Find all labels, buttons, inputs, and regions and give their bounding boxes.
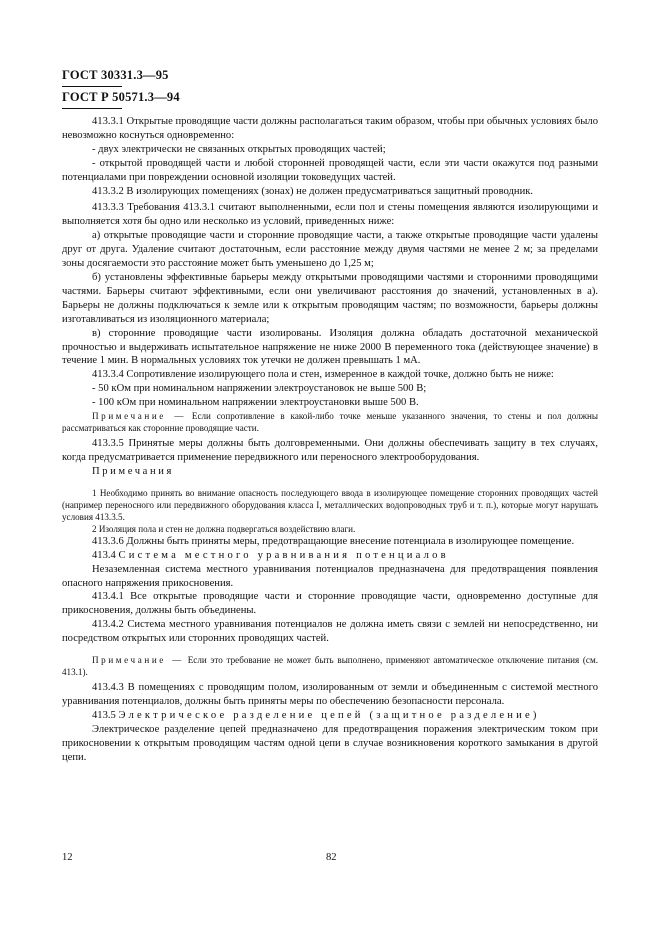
paragraph-413-4-intro: Незаземленная система местного уравнивания потенциалов предназначена для предотвращения появления опасного напряжения прикосновения. bbox=[62, 563, 598, 589]
note-text: Если это требование не может быть выполнено, применяют автоматическое отключение питания (см. 413.1). bbox=[62, 655, 598, 678]
notes-label: Примечания bbox=[92, 465, 174, 477]
condition-v: в) сторонние проводящие части изолированы. Изоляция должна обладать достаточной механической прочностью и выдерживать испытательное напряжение не ниже 2000 В переменного тока (действующее значение) в течение 1 мин. В нормальных условиях ток утечки не должен превышать 1 мА. bbox=[62, 327, 598, 367]
section-number: 413.5 bbox=[92, 709, 119, 721]
condition-b: б) установлены эффективные барьеры между открытыми проводящими частями и сторонними проводящими частями. Барьеры считают эффективными, если они увеличивают расстояния до значений, установленных в а). Барьеры не должны подключаться к земле или к открытым проводящим частям; по возможности, барьеры должны изготавливаться из изоляционного материала; bbox=[62, 271, 598, 325]
section-title: Электрическое разделение цепей (защитное разделение) bbox=[118, 709, 540, 721]
paragraph-413-3-1: 413.3.1 Открытые проводящие части должны располагаться таким образом, чтобы при обычных условиях было невозможно коснуться одновременно: bbox=[62, 116, 598, 141]
paragraph-413-5-intro: Электрическое разделение цепей предназначено для предотвращения поражения электрическим током при прикосновении к открытым проводящим частям одной цепи в случае возникновения короткого замыкания в другой цепи. bbox=[62, 723, 598, 763]
paragraph-413-3-2: 413.3.2 В изолирующих помещениях (зонах) не должен предусматриваться защитный проводник. bbox=[92, 185, 534, 197]
note-label: Примечание — bbox=[92, 655, 184, 666]
resistance-item-1: - 50 кОм при номинальном напряжении электроустановок не выше 500 В; bbox=[92, 383, 427, 395]
section-title: Система местного уравнивания потенциалов bbox=[118, 549, 449, 561]
note-text: Если сопротивление в какой-либо точке меньше указанного значения, то стены и пол должны рассматриваться как сторонние проводящие части. bbox=[62, 411, 598, 434]
page-number-left: 12 bbox=[62, 852, 73, 863]
notes-heading bbox=[62, 465, 598, 479]
standard-number-2: ГОСТ Р 50571.3—94 bbox=[62, 90, 180, 104]
paragraph-413-3-6: 413.3.6 Должны быть приняты меры, предотвращающие внесение потенциала в изолирующее помещение. bbox=[92, 535, 575, 547]
note-2: 2 Изоляция пола и стен не должна подвергаться воздействию влаги. bbox=[92, 523, 356, 534]
standard-number-1: ГОСТ 30331.3—95 bbox=[62, 68, 169, 82]
note-auto-disconnect bbox=[62, 654, 598, 678]
note-resistance bbox=[62, 410, 598, 434]
condition-a: а) открытые проводящие части и сторонние проводящие части, а также открытые проводящие части удалены друг от друга. Удаление считают достаточным, если расстояние между двумя частями не менее 2 м; за пределами зоны досягаемости это расстояние может быть уменьшено до 1,25 м; bbox=[62, 230, 598, 270]
note-label: Примечание — bbox=[92, 411, 187, 422]
paragraph-413-3-5: 413.3.5 Принятые меры должны быть долговременными. Они должны обеспечивать защиту в тех случаях, когда предусматривается применение передвижного или переносного электрооборудования. bbox=[62, 438, 598, 463]
paragraph-413-4-1: 413.4.1 Все открытые проводящие части и сторонние проводящие части, одновременно доступные для прикосновения, должны быть объединены. bbox=[62, 591, 598, 617]
note-1: 1 Необходимо принять во внимание опасность последующего ввода в изолирующее помещение сторонних проводящих частей (например переносного или передвижного оборудования класса I, металлических водопроводных труб и т. п.), которые могут нарушать условия 413.3.5. bbox=[62, 487, 598, 522]
header-rule-2 bbox=[62, 108, 122, 109]
section-413-5-heading bbox=[62, 709, 598, 723]
list-item-two-parts: - двух электрически не связанных открытых проводящих частей; bbox=[92, 143, 386, 155]
document-header bbox=[62, 66, 180, 110]
paragraph-413-4-2: 413.4.2 Система местного уравнивания потенциалов не должна иметь связи с землей ни непосредственно, ни посредством открытых или сторонних проводящих частей. bbox=[62, 619, 598, 645]
page-number-center: 82 bbox=[326, 852, 337, 863]
list-item-open-part: - открытой проводящей части и любой сторонней проводящей части, если эти части окажутся под разными потенциалами при повреждении основной изоляции токоведущих частей. bbox=[62, 157, 598, 183]
resistance-item-2: - 100 кОм при номинальном напряжении электроустановки выше 500 В. bbox=[92, 397, 419, 409]
paragraph-413-3-3: 413.3.3 Требования 413.3.1 считают выполненными, если пол и стены помещения являются изолирующими и выполняется хотя бы одно или несколько из условий, приведенных ниже: bbox=[62, 202, 598, 228]
section-number: 413.4 bbox=[92, 549, 119, 561]
header-rule-1 bbox=[62, 86, 122, 87]
paragraph-413-3-4: 413.3.4 Сопротивление изолирующего пола и стен, измеренное в каждой точке, должно быть не ниже: bbox=[92, 369, 554, 381]
paragraph-413-4-3: 413.4.3 В помещениях с проводящим полом, изолированным от земли и объединенным с системой местного уравнивания потенциалов, должны быть приняты меры по обеспечению безопасности персонала. bbox=[62, 682, 598, 707]
page-body bbox=[62, 115, 598, 765]
section-413-4-heading bbox=[62, 549, 598, 563]
